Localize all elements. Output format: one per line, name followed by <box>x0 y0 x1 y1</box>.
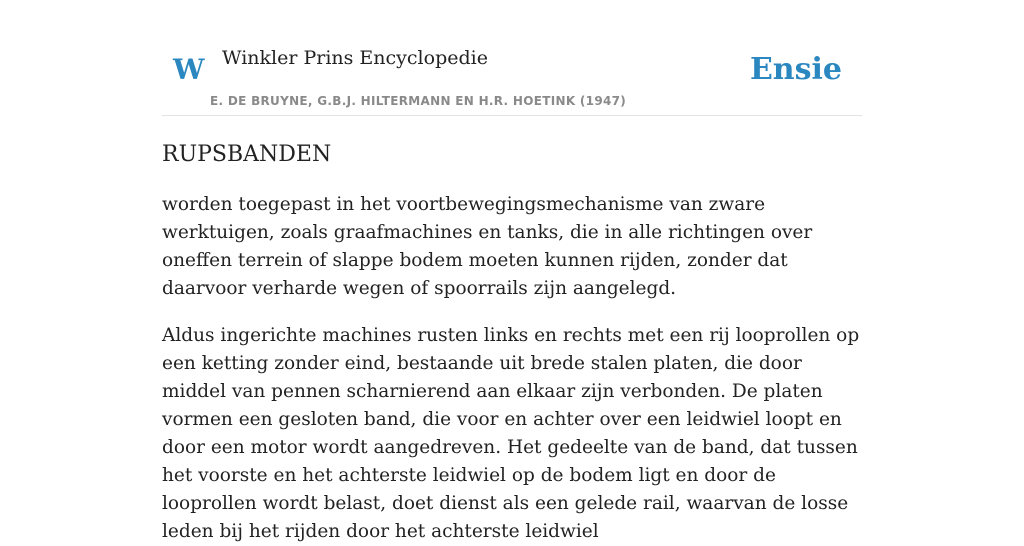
authors-line: E. DE BRUYNE, G.B.J. HILTERMANN EN H.R. HOETINK (1947) <box>210 94 627 108</box>
site-header <box>162 0 862 116</box>
site-title[interactable]: Winkler Prins Encyclopedie <box>222 47 488 69</box>
article-title: RUPSBANDEN <box>162 142 332 167</box>
brand-logo-link[interactable]: Ensie <box>749 52 842 87</box>
article-paragraph-2: Aldus ingerichte machines rusten links en rechts met een rij looprollen op een ketting zonder eind, bestaande uit brede stalen platen, die door middel van pennen scharnierend aan elkaar zijn verbonden. De platen vormen een gesloten band, die voor en achter over een leidwiel loopt en door een motor wordt aangedreven. Het gedeelte van de band, dat tussen het voorste en het achterste leidwiel op de bodem ligt en door de looprollen wordt belast, doet dienst als een gelede rail, waarvan de losse leden bij het rijden door het achterste leidwiel <box>162 325 860 542</box>
publisher-logo[interactable]: W <box>173 53 205 86</box>
article-paragraph-1: worden toegepast in het voortbewegingsmechanisme van zware werktuigen, zoals graafmachines en tanks, die in alle richtingen over oneffen terrein of slappe bodem moeten kunnen rijden, zonder dat daarvoor verharde wegen of spoorrails zijn aangelegd. <box>162 194 813 299</box>
content-column <box>162 0 862 546</box>
